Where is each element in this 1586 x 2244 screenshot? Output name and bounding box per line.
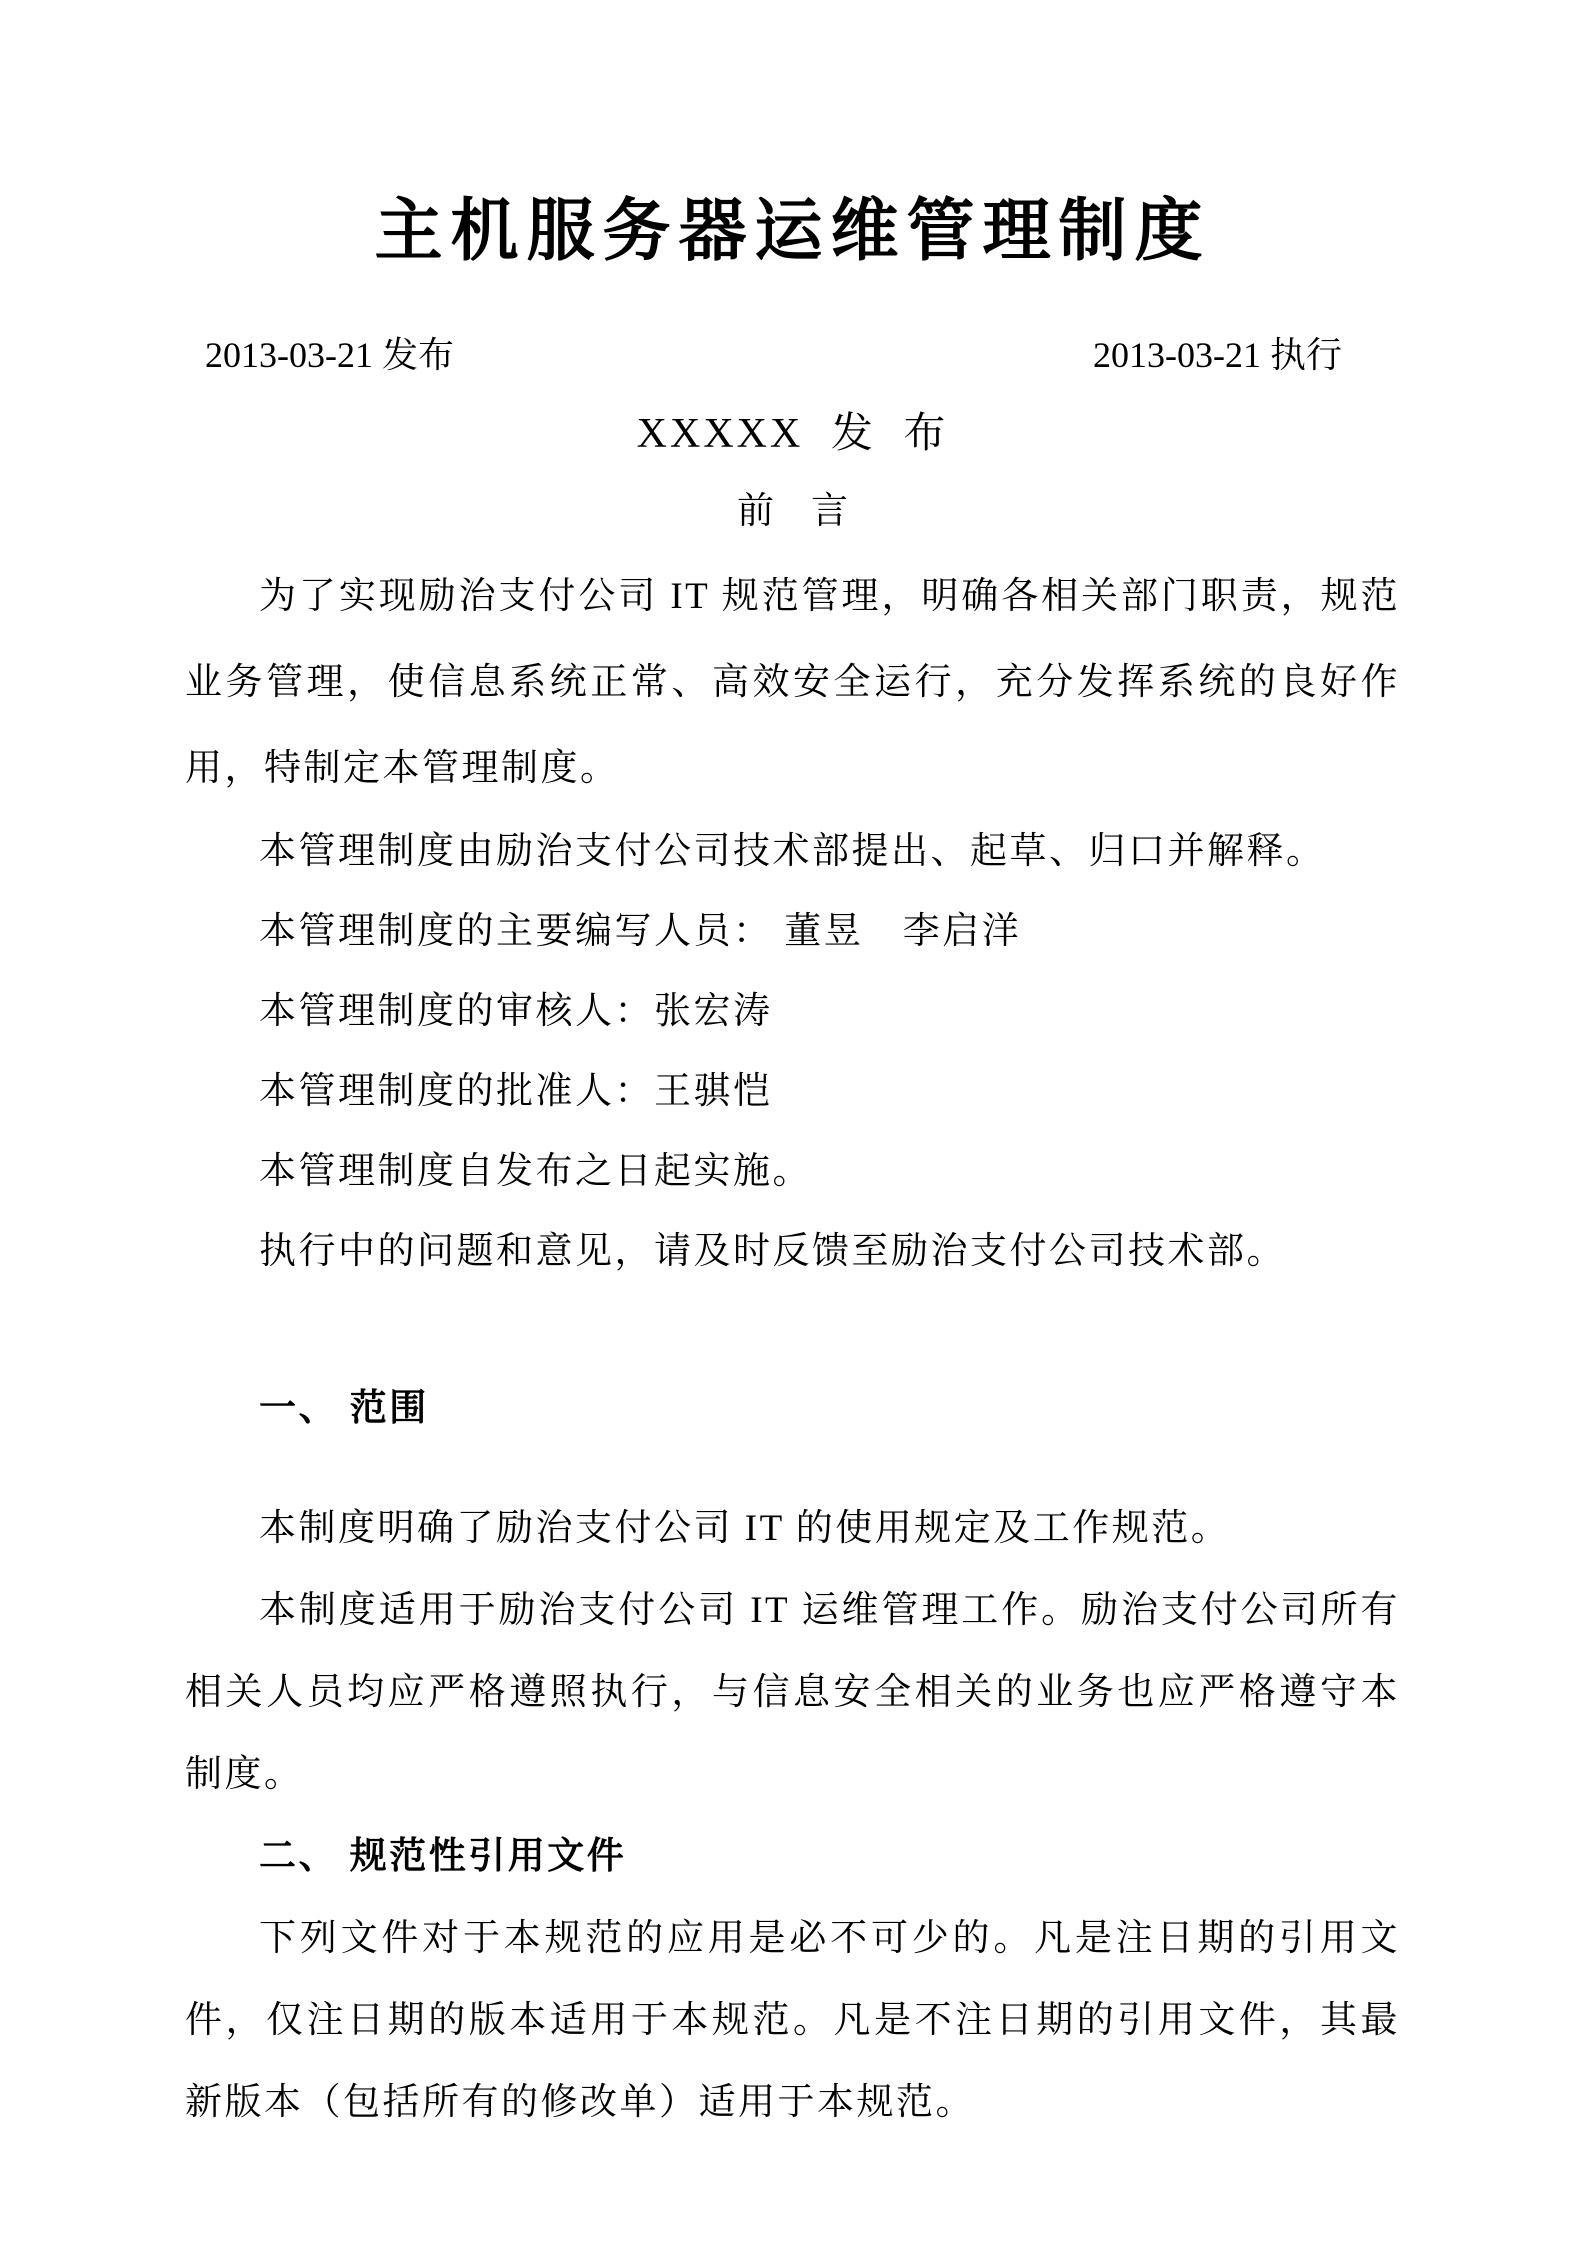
execute-date: 2013-03-21 执行 <box>1093 335 1342 375</box>
section-heading-scope: 一、 范围 <box>259 1388 429 1429</box>
section-scope <box>185 1368 1400 1816</box>
publisher-line: XXXXX 发 布 <box>636 411 949 457</box>
scope-paragraph-1: 本制度明确了励治支付公司 IT 的使用规定及工作规范。 <box>259 1508 1231 1549</box>
preface-line-feedback: 执行中的问题和意见，请及时反馈至励治支付公司技术部。 <box>259 1231 1286 1272</box>
date-row <box>185 330 1400 380</box>
preface-line-reviewer: 本管理制度的审核人：张宏涛 <box>259 991 773 1032</box>
preface-body <box>185 554 1400 1292</box>
preface-intro-paragraph: 为了实现励治支付公司 IT 规范管理，明确各相关部门职责，规范业务管理，使信息系统正常、高效安全运行，充分发挥系统的良好作用，特制定本管理制度。 <box>185 576 1400 789</box>
section-references <box>185 1816 1400 2144</box>
document-title: 主机服务器运维管理制度 <box>374 193 1211 269</box>
preface-line-effective: 本管理制度自发布之日起实施。 <box>259 1151 812 1192</box>
release-date: 2013-03-21 发布 <box>205 335 454 375</box>
preface-line-authors: 本管理制度的主要编写人员： 董昱 李启洋 <box>259 911 1022 952</box>
scope-paragraph-2: 本制度适用于励治支付公司 IT 运维管理工作。励治支付公司所有相关人员均应严格遵照执行，与信息安全相关的业务也应严格遵守本制度。 <box>185 1590 1400 1795</box>
preface-line-drafting: 本管理制度由励治支付公司技术部提出、起草、归口并解释。 <box>259 831 1326 872</box>
preface-line-approver: 本管理制度的批准人：王骐恺 <box>259 1071 773 1112</box>
preface-heading: 前 言 <box>737 491 848 532</box>
section-heading-references: 二、 规范性引用文件 <box>259 1836 627 1877</box>
references-paragraph-1: 下列文件对于本规范的应用是必不可少的。凡是注日期的引用文件，仅注日期的版本适用于本规范。凡是不注日期的引用文件，其最新版本（包括所有的修改单）适用于本规范。 <box>185 1918 1400 2123</box>
